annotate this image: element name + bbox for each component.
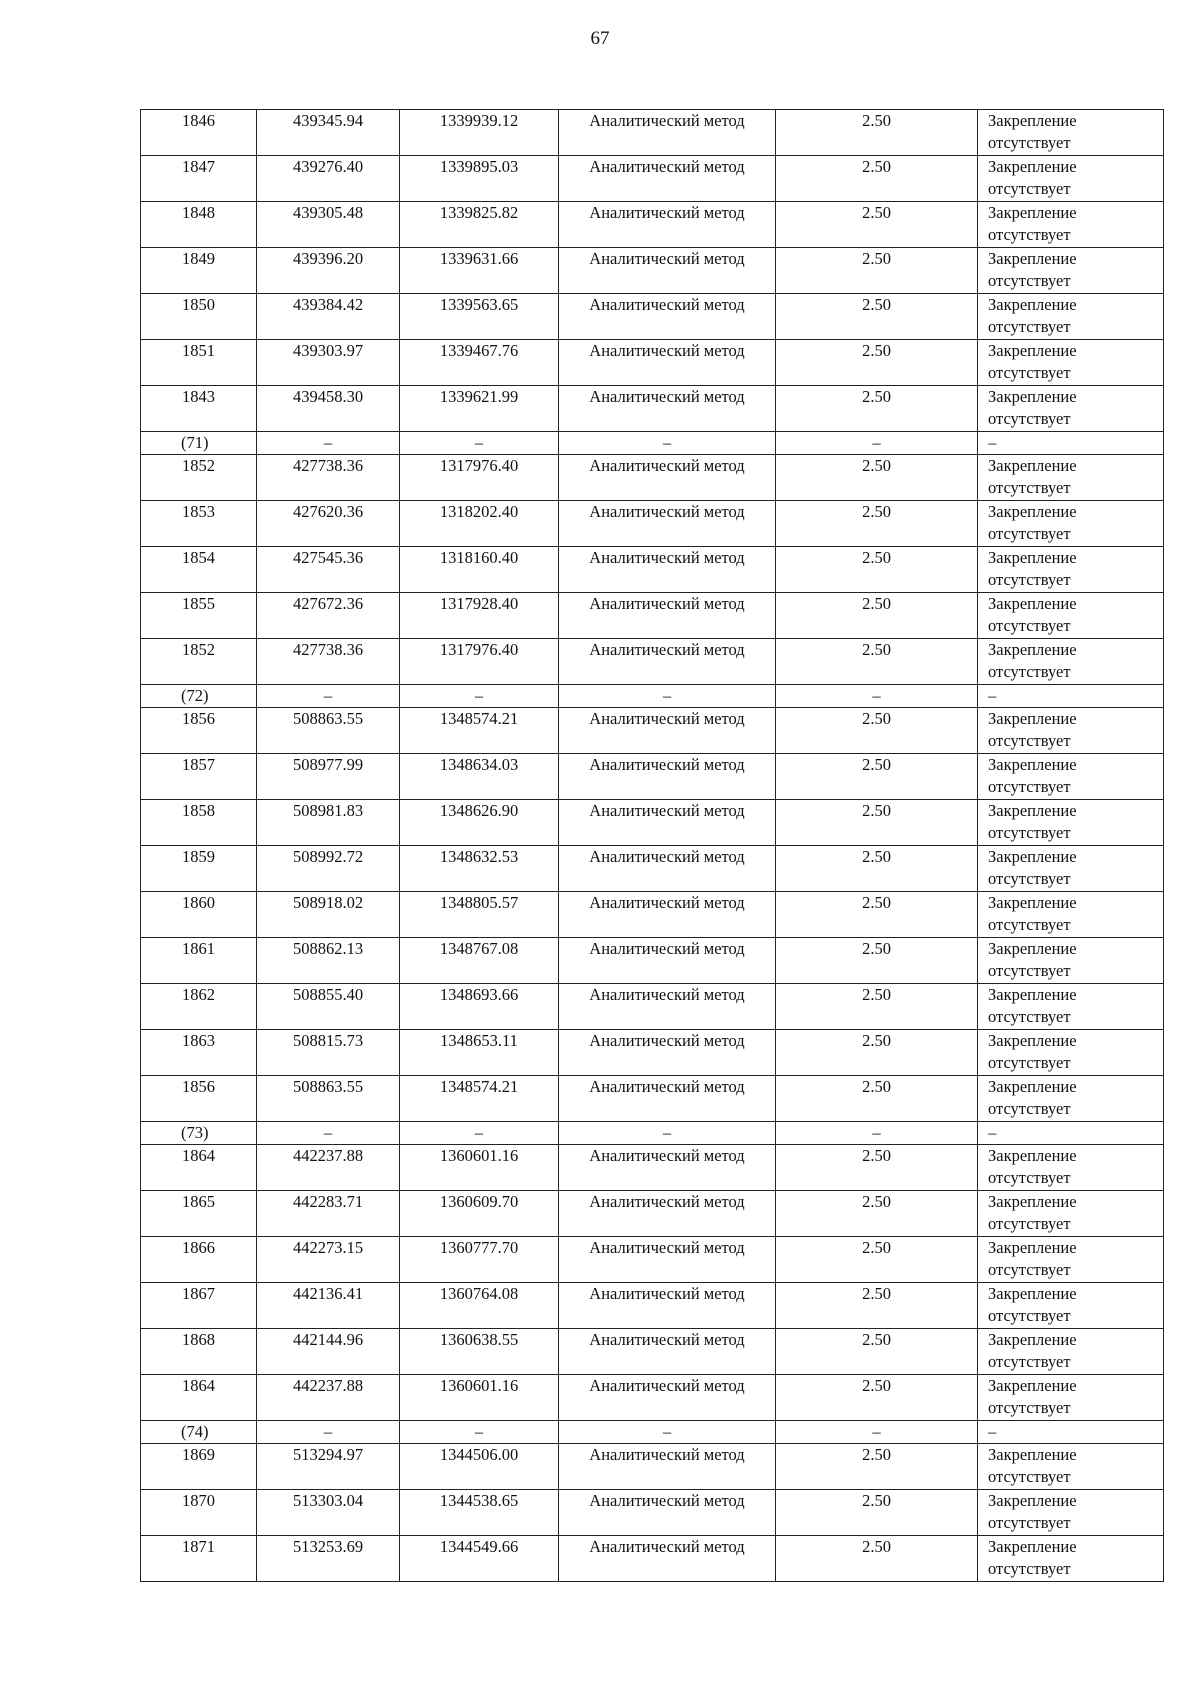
table-row <box>141 1283 1164 1329</box>
y-coordinate-cell: 1344506.00 <box>400 1444 559 1490</box>
x-coordinate-cell: 427738.36 <box>257 455 400 501</box>
y-coordinate-cell: 1348634.03 <box>400 754 559 800</box>
method-cell: Аналитический метод <box>559 984 776 1030</box>
accuracy-cell: 2.50 <box>776 892 978 938</box>
x-coordinate-cell: 513303.04 <box>257 1490 400 1536</box>
table-row <box>141 1375 1164 1421</box>
y-coordinate-cell: 1339895.03 <box>400 156 559 202</box>
x-coordinate-cell: 439305.48 <box>257 202 400 248</box>
method-cell: Аналитический метод <box>559 455 776 501</box>
x-coordinate-cell: 442144.96 <box>257 1329 400 1375</box>
fixing-description-cell: Закрепление отсутствует <box>978 455 1164 501</box>
table-row <box>141 110 1164 156</box>
point-number-cell: 1870 <box>141 1490 257 1536</box>
method-cell: Аналитический метод <box>559 1076 776 1122</box>
method-cell: Аналитический метод <box>559 202 776 248</box>
point-number-cell: 1862 <box>141 984 257 1030</box>
y-coordinate-cell: 1318160.40 <box>400 547 559 593</box>
method-cell: Аналитический метод <box>559 248 776 294</box>
method-cell: Аналитический метод <box>559 892 776 938</box>
table-row <box>141 455 1164 501</box>
accuracy-cell: 2.50 <box>776 1283 978 1329</box>
accuracy-cell: 2.50 <box>776 1490 978 1536</box>
accuracy-cell: 2.50 <box>776 156 978 202</box>
method-cell: Аналитический метод <box>559 708 776 754</box>
point-number-cell: 1866 <box>141 1237 257 1283</box>
point-number-cell: 1856 <box>141 708 257 754</box>
y-coordinate-cell: 1339631.66 <box>400 248 559 294</box>
accuracy-cell: 2.50 <box>776 1375 978 1421</box>
point-number-cell: 1848 <box>141 202 257 248</box>
accuracy-cell: 2.50 <box>776 984 978 1030</box>
x-coordinate-cell: 508992.72 <box>257 846 400 892</box>
y-coordinate-cell: 1318202.40 <box>400 501 559 547</box>
method-cell: Аналитический метод <box>559 1490 776 1536</box>
method-cell: Аналитический метод <box>559 340 776 386</box>
table-row <box>141 547 1164 593</box>
point-number-cell: 1864 <box>141 1145 257 1191</box>
method-cell: Аналитический метод <box>559 501 776 547</box>
method-cell: Аналитический метод <box>559 1283 776 1329</box>
x-coordinate-cell: – <box>257 432 400 455</box>
method-cell: Аналитический метод <box>559 1191 776 1237</box>
table-row <box>141 1237 1164 1283</box>
point-number-cell: (72) <box>141 685 257 708</box>
coordinates-table <box>140 109 1164 1582</box>
accuracy-cell: 2.50 <box>776 1444 978 1490</box>
fixing-description-cell: Закрепление отсутствует <box>978 1329 1164 1375</box>
y-coordinate-cell: 1317976.40 <box>400 455 559 501</box>
fixing-description-cell: Закрепление отсутствует <box>978 1444 1164 1490</box>
accuracy-cell: 2.50 <box>776 1191 978 1237</box>
x-coordinate-cell: 508977.99 <box>257 754 400 800</box>
table-row <box>141 248 1164 294</box>
x-coordinate-cell: 442136.41 <box>257 1283 400 1329</box>
point-number-cell: 1869 <box>141 1444 257 1490</box>
x-coordinate-cell: 439384.42 <box>257 294 400 340</box>
fixing-description-cell: Закрепление отсутствует <box>978 501 1164 547</box>
accuracy-cell: 2.50 <box>776 639 978 685</box>
table-row <box>141 294 1164 340</box>
x-coordinate-cell: 427672.36 <box>257 593 400 639</box>
fixing-description-cell: Закрепление отсутствует <box>978 156 1164 202</box>
table-row <box>141 1536 1164 1582</box>
accuracy-cell: 2.50 <box>776 1536 978 1582</box>
point-number-cell: 1852 <box>141 455 257 501</box>
accuracy-cell: 2.50 <box>776 593 978 639</box>
point-number-cell: 1851 <box>141 340 257 386</box>
table-row <box>141 639 1164 685</box>
y-coordinate-cell: 1360601.16 <box>400 1375 559 1421</box>
y-coordinate-cell: – <box>400 685 559 708</box>
accuracy-cell: 2.50 <box>776 501 978 547</box>
point-number-cell: 1871 <box>141 1536 257 1582</box>
point-number-cell: 1853 <box>141 501 257 547</box>
x-coordinate-cell: 508815.73 <box>257 1030 400 1076</box>
accuracy-cell: 2.50 <box>776 202 978 248</box>
accuracy-cell: 2.50 <box>776 547 978 593</box>
method-cell: Аналитический метод <box>559 386 776 432</box>
x-coordinate-cell: 508863.55 <box>257 1076 400 1122</box>
x-coordinate-cell: 427620.36 <box>257 501 400 547</box>
fixing-description-cell: Закрепление отсутствует <box>978 708 1164 754</box>
y-coordinate-cell: – <box>400 1122 559 1145</box>
method-cell: Аналитический метод <box>559 547 776 593</box>
point-number-cell: 1864 <box>141 1375 257 1421</box>
point-number-cell: 1847 <box>141 156 257 202</box>
point-number-cell: (74) <box>141 1421 257 1444</box>
table-row <box>141 938 1164 984</box>
fixing-description-cell: Закрепление отсутствует <box>978 1030 1164 1076</box>
x-coordinate-cell: 439276.40 <box>257 156 400 202</box>
x-coordinate-cell: – <box>257 1421 400 1444</box>
fixing-description-cell: Закрепление отсутствует <box>978 1145 1164 1191</box>
accuracy-cell: 2.50 <box>776 1329 978 1375</box>
x-coordinate-cell: 508918.02 <box>257 892 400 938</box>
y-coordinate-cell: 1339563.65 <box>400 294 559 340</box>
contour-separator-row <box>141 432 1164 455</box>
table-row <box>141 1329 1164 1375</box>
point-number-cell: 1868 <box>141 1329 257 1375</box>
fixing-description-cell: Закрепление отсутствует <box>978 1536 1164 1582</box>
accuracy-cell: 2.50 <box>776 846 978 892</box>
x-coordinate-cell: 442237.88 <box>257 1145 400 1191</box>
y-coordinate-cell: 1360609.70 <box>400 1191 559 1237</box>
fixing-description-cell: Закрепление отсутствует <box>978 754 1164 800</box>
accuracy-cell: – <box>776 685 978 708</box>
table-row <box>141 1145 1164 1191</box>
table-row <box>141 1030 1164 1076</box>
point-number-cell: (73) <box>141 1122 257 1145</box>
table-row <box>141 1444 1164 1490</box>
y-coordinate-cell: 1348574.21 <box>400 1076 559 1122</box>
x-coordinate-cell: 439458.30 <box>257 386 400 432</box>
accuracy-cell: 2.50 <box>776 708 978 754</box>
point-number-cell: (71) <box>141 432 257 455</box>
point-number-cell: 1843 <box>141 386 257 432</box>
method-cell: Аналитический метод <box>559 1145 776 1191</box>
x-coordinate-cell: 427738.36 <box>257 639 400 685</box>
point-number-cell: 1846 <box>141 110 257 156</box>
accuracy-cell: 2.50 <box>776 455 978 501</box>
point-number-cell: 1863 <box>141 1030 257 1076</box>
table-row <box>141 1191 1164 1237</box>
method-cell: Аналитический метод <box>559 1329 776 1375</box>
y-coordinate-cell: 1344538.65 <box>400 1490 559 1536</box>
x-coordinate-cell: 513253.69 <box>257 1536 400 1582</box>
accuracy-cell: 2.50 <box>776 110 978 156</box>
point-number-cell: 1852 <box>141 639 257 685</box>
y-coordinate-cell: 1348626.90 <box>400 800 559 846</box>
y-coordinate-cell: 1360764.08 <box>400 1283 559 1329</box>
y-coordinate-cell: 1339621.99 <box>400 386 559 432</box>
contour-separator-row <box>141 1421 1164 1444</box>
fixing-description-cell: Закрепление отсутствует <box>978 593 1164 639</box>
fixing-description-cell: Закрепление отсутствует <box>978 1191 1164 1237</box>
fixing-description-cell: Закрепление отсутствует <box>978 202 1164 248</box>
accuracy-cell: – <box>776 432 978 455</box>
accuracy-cell: – <box>776 1421 978 1444</box>
method-cell: Аналитический метод <box>559 1030 776 1076</box>
accuracy-cell: – <box>776 1122 978 1145</box>
table-row <box>141 501 1164 547</box>
x-coordinate-cell: 442273.15 <box>257 1237 400 1283</box>
y-coordinate-cell: 1317976.40 <box>400 639 559 685</box>
y-coordinate-cell: 1348632.53 <box>400 846 559 892</box>
method-cell: Аналитический метод <box>559 156 776 202</box>
table-row <box>141 1490 1164 1536</box>
y-coordinate-cell: 1339939.12 <box>400 110 559 156</box>
accuracy-cell: 2.50 <box>776 1145 978 1191</box>
fixing-description-cell: Закрепление отсутствует <box>978 984 1164 1030</box>
x-coordinate-cell: 439345.94 <box>257 110 400 156</box>
y-coordinate-cell: 1348805.57 <box>400 892 559 938</box>
y-coordinate-cell: – <box>400 432 559 455</box>
x-coordinate-cell: 439396.20 <box>257 248 400 294</box>
method-cell: Аналитический метод <box>559 800 776 846</box>
fixing-description-cell: – <box>978 1421 1164 1444</box>
x-coordinate-cell: 508862.13 <box>257 938 400 984</box>
fixing-description-cell: Закрепление отсутствует <box>978 1076 1164 1122</box>
method-cell: – <box>559 1421 776 1444</box>
method-cell: Аналитический метод <box>559 593 776 639</box>
point-number-cell: 1856 <box>141 1076 257 1122</box>
table-row <box>141 984 1164 1030</box>
point-number-cell: 1859 <box>141 846 257 892</box>
method-cell: Аналитический метод <box>559 1444 776 1490</box>
point-number-cell: 1867 <box>141 1283 257 1329</box>
x-coordinate-cell: 508855.40 <box>257 984 400 1030</box>
point-number-cell: 1857 <box>141 754 257 800</box>
fixing-description-cell: Закрепление отсутствует <box>978 846 1164 892</box>
y-coordinate-cell: 1360601.16 <box>400 1145 559 1191</box>
table-row <box>141 386 1164 432</box>
fixing-description-cell: Закрепление отсутствует <box>978 1283 1164 1329</box>
method-cell: – <box>559 432 776 455</box>
table-row <box>141 1076 1164 1122</box>
table-row <box>141 156 1164 202</box>
method-cell: Аналитический метод <box>559 846 776 892</box>
accuracy-cell: 2.50 <box>776 1030 978 1076</box>
point-number-cell: 1858 <box>141 800 257 846</box>
method-cell: Аналитический метод <box>559 1536 776 1582</box>
fixing-description-cell: Закрепление отсутствует <box>978 892 1164 938</box>
fixing-description-cell: – <box>978 685 1164 708</box>
fixing-description-cell: Закрепление отсутствует <box>978 294 1164 340</box>
y-coordinate-cell: 1348574.21 <box>400 708 559 754</box>
fixing-description-cell: Закрепление отсутствует <box>978 340 1164 386</box>
accuracy-cell: 2.50 <box>776 1237 978 1283</box>
fixing-description-cell: – <box>978 432 1164 455</box>
method-cell: Аналитический метод <box>559 754 776 800</box>
table-row <box>141 892 1164 938</box>
x-coordinate-cell: – <box>257 1122 400 1145</box>
fixing-description-cell: Закрепление отсутствует <box>978 639 1164 685</box>
y-coordinate-cell: – <box>400 1421 559 1444</box>
y-coordinate-cell: 1348767.08 <box>400 938 559 984</box>
fixing-description-cell: – <box>978 1122 1164 1145</box>
table-row <box>141 754 1164 800</box>
accuracy-cell: 2.50 <box>776 248 978 294</box>
y-coordinate-cell: 1360777.70 <box>400 1237 559 1283</box>
y-coordinate-cell: 1339825.82 <box>400 202 559 248</box>
table-body <box>141 110 1164 1582</box>
x-coordinate-cell: 442237.88 <box>257 1375 400 1421</box>
point-number-cell: 1855 <box>141 593 257 639</box>
x-coordinate-cell: 427545.36 <box>257 547 400 593</box>
point-number-cell: 1860 <box>141 892 257 938</box>
method-cell: – <box>559 685 776 708</box>
fixing-description-cell: Закрепление отсутствует <box>978 1237 1164 1283</box>
point-number-cell: 1861 <box>141 938 257 984</box>
y-coordinate-cell: 1348693.66 <box>400 984 559 1030</box>
fixing-description-cell: Закрепление отсутствует <box>978 938 1164 984</box>
accuracy-cell: 2.50 <box>776 754 978 800</box>
x-coordinate-cell: 442283.71 <box>257 1191 400 1237</box>
method-cell: Аналитический метод <box>559 1237 776 1283</box>
table-row <box>141 593 1164 639</box>
method-cell: Аналитический метод <box>559 294 776 340</box>
fixing-description-cell: Закрепление отсутствует <box>978 547 1164 593</box>
method-cell: – <box>559 1122 776 1145</box>
method-cell: Аналитический метод <box>559 110 776 156</box>
accuracy-cell: 2.50 <box>776 386 978 432</box>
point-number-cell: 1854 <box>141 547 257 593</box>
contour-separator-row <box>141 685 1164 708</box>
fixing-description-cell: Закрепление отсутствует <box>978 386 1164 432</box>
point-number-cell: 1850 <box>141 294 257 340</box>
accuracy-cell: 2.50 <box>776 1076 978 1122</box>
x-coordinate-cell: 439303.97 <box>257 340 400 386</box>
fixing-description-cell: Закрепление отсутствует <box>978 110 1164 156</box>
y-coordinate-cell: 1360638.55 <box>400 1329 559 1375</box>
fixing-description-cell: Закрепление отсутствует <box>978 1490 1164 1536</box>
contour-separator-row <box>141 1122 1164 1145</box>
point-number-cell: 1849 <box>141 248 257 294</box>
fixing-description-cell: Закрепление отсутствует <box>978 800 1164 846</box>
table-row <box>141 800 1164 846</box>
x-coordinate-cell: – <box>257 685 400 708</box>
fixing-description-cell: Закрепление отсутствует <box>978 248 1164 294</box>
y-coordinate-cell: 1339467.76 <box>400 340 559 386</box>
table-row <box>141 708 1164 754</box>
y-coordinate-cell: 1317928.40 <box>400 593 559 639</box>
method-cell: Аналитический метод <box>559 639 776 685</box>
x-coordinate-cell: 508863.55 <box>257 708 400 754</box>
x-coordinate-cell: 513294.97 <box>257 1444 400 1490</box>
y-coordinate-cell: 1348653.11 <box>400 1030 559 1076</box>
y-coordinate-cell: 1344549.66 <box>400 1536 559 1582</box>
fixing-description-cell: Закрепление отсутствует <box>978 1375 1164 1421</box>
accuracy-cell: 2.50 <box>776 800 978 846</box>
table-row <box>141 846 1164 892</box>
point-number-cell: 1865 <box>141 1191 257 1237</box>
table-row <box>141 202 1164 248</box>
method-cell: Аналитический метод <box>559 938 776 984</box>
accuracy-cell: 2.50 <box>776 340 978 386</box>
method-cell: Аналитический метод <box>559 1375 776 1421</box>
table-row <box>141 340 1164 386</box>
accuracy-cell: 2.50 <box>776 294 978 340</box>
x-coordinate-cell: 508981.83 <box>257 800 400 846</box>
accuracy-cell: 2.50 <box>776 938 978 984</box>
page-number: 67 <box>590 28 610 49</box>
